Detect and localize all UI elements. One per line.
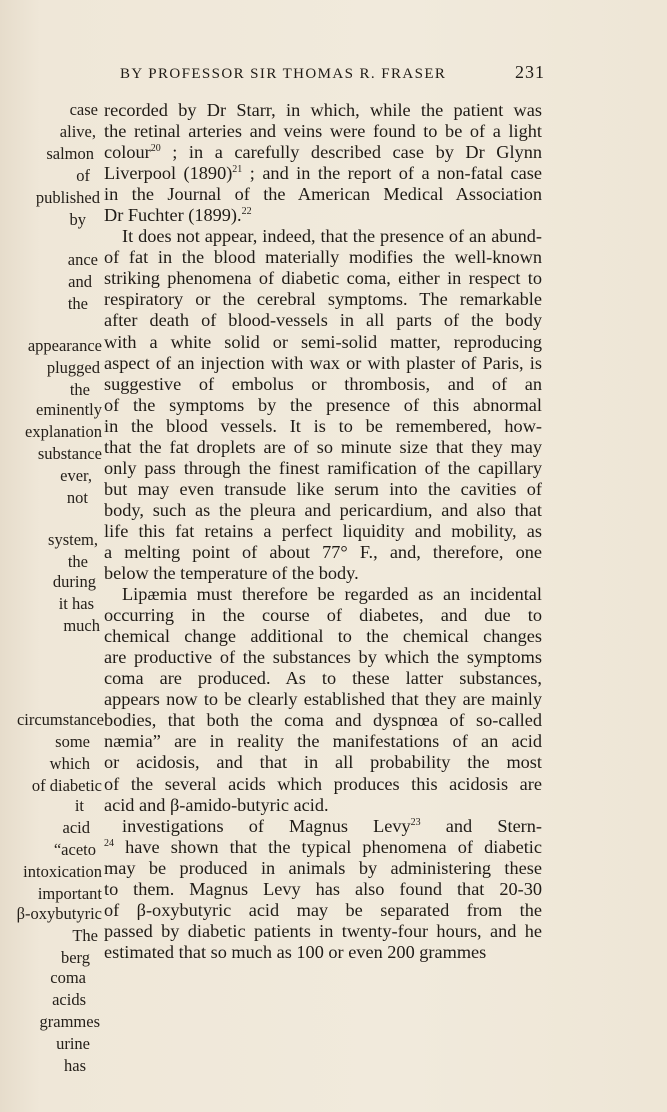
footnote-ref: 22 <box>241 206 252 218</box>
line-text: to them. Magnus Levy has also found that 20-30 <box>104 878 542 899</box>
margin-fragment: during <box>52 572 96 591</box>
text-line <box>104 605 542 626</box>
line-text: acid and β-amido-butyric acid. <box>104 794 329 815</box>
line-text: below the temperature of the body. <box>104 563 359 584</box>
margin-fragment: ance <box>67 250 98 269</box>
line-text: suggestive of embolus or thrombosis, and of an <box>104 373 542 394</box>
text-line <box>104 752 542 773</box>
text-line <box>104 774 542 795</box>
line-text-continued: ; and in the report of a non-fatal case <box>242 163 542 184</box>
line-text: of the several acids which produces this acidosis are <box>104 773 542 794</box>
margin-fragment: not <box>66 488 88 507</box>
text-line <box>104 395 542 416</box>
margin-fragment: salmon <box>46 144 94 163</box>
margin-fragment: system, <box>48 530 98 549</box>
text-line <box>104 921 542 942</box>
margin-fragment: eminently <box>36 400 102 419</box>
text-line <box>104 332 542 353</box>
margin-fragment: coma <box>50 968 86 987</box>
text-line <box>104 500 542 521</box>
text-line <box>104 163 542 184</box>
text-line <box>104 668 542 689</box>
line-text: aspect of an injection with wax or with plaster of Paris, is <box>104 352 542 373</box>
text-line <box>104 647 542 668</box>
line-text: but may even transude like serum into the cavities of <box>104 478 542 499</box>
margin-fragment: of diabetic <box>31 776 102 795</box>
text-line <box>104 900 542 921</box>
margin-fragment: the <box>69 380 90 399</box>
margin-fragment: the <box>67 552 88 571</box>
line-text: passed by diabetic patients in twenty-four hours, and he <box>104 920 542 941</box>
text-line <box>104 816 542 837</box>
margin-fragment: some <box>55 732 90 751</box>
line-text: striking phenomena of diabetic coma, either in respect to <box>104 268 542 289</box>
text-line <box>104 858 542 879</box>
line-text: of the symptoms by the presence of this abnormal <box>104 394 542 415</box>
margin-fragment: has <box>64 1056 86 1075</box>
margin-fragment: and <box>68 272 92 291</box>
line-text: are productive of the substances by which the symptoms <box>104 647 542 668</box>
margin-fragment: published <box>35 188 100 207</box>
line-text: Liverpool (1890) <box>104 163 233 184</box>
margin-fragment: it has <box>58 594 94 613</box>
margin-fragment: it <box>74 796 84 815</box>
text-line <box>104 374 542 395</box>
line-text: body, such as the pleura and pericardium, and also that <box>104 499 542 520</box>
text-line <box>104 226 542 247</box>
text-line <box>104 731 542 752</box>
text-line <box>104 458 542 479</box>
margin-fragment: by <box>69 210 86 229</box>
line-text: recorded by Dr Starr, in which, while the patient was <box>104 100 542 120</box>
line-text-continued: have shown that the typical phenomena of diabetic <box>114 836 542 857</box>
line-text: It does not appear, indeed, that the presence of an abund- <box>122 226 542 247</box>
text-line <box>104 879 542 900</box>
margin-fragment: the <box>67 294 88 313</box>
line-text: Lipæmia must therefore be regarded as an incidental <box>122 584 542 605</box>
text-line <box>104 100 542 121</box>
line-text: the retinal arteries and veins were found to be of a light <box>104 121 542 142</box>
line-text: næmia” are in reality the manifestations of an acid <box>104 731 542 752</box>
text-line <box>104 795 542 816</box>
margin-fragment: appearance <box>27 336 102 355</box>
footnote-ref: 24 <box>104 837 114 849</box>
margin-fragment: important <box>37 884 102 903</box>
line-text: Dr Fuchter (1899). <box>104 205 242 226</box>
text-line <box>104 437 542 458</box>
line-text: appears now to be clearly established that they are mainly <box>104 689 542 710</box>
line-text: only pass through the finest ramification of the capillary <box>104 457 542 478</box>
margin-fragment: which <box>49 754 90 773</box>
margin-fragment: intoxication <box>23 862 102 881</box>
margin-fragment: much <box>63 616 100 635</box>
line-text: a melting point of about 77° F., and, therefore, one <box>104 541 542 562</box>
running-title: BY PROFESSOR SIR THOMAS R. FRASER <box>120 66 447 82</box>
line-text: in the Journal of the American Medical Association <box>104 184 542 205</box>
margin-fragment: grammes <box>39 1012 100 1031</box>
line-text: colour <box>104 142 151 163</box>
line-text: in the blood vessels. It is to be remembered, how- <box>104 415 542 436</box>
text-line <box>104 942 542 963</box>
line-text-continued: ; in a carefully described case by Dr Glynn <box>160 142 542 163</box>
line-text: may be produced in animals by administering these <box>104 857 542 878</box>
page-number: 231 <box>515 62 545 82</box>
line-text: estimated that so much as 100 or even 200 grammes <box>104 941 487 962</box>
margin-fragment: plugged <box>46 358 100 377</box>
text-line <box>104 479 542 500</box>
margin-fragment: acids <box>52 990 86 1009</box>
text-line <box>104 626 542 647</box>
line-text: life this fat retains a perfect liquidity and mobility, as <box>104 520 542 541</box>
line-text: that the fat droplets are of so minute size that they may <box>104 436 542 457</box>
text-line <box>104 121 542 142</box>
margin-fragment: berg <box>60 948 90 967</box>
margin-fragment: acid <box>62 818 90 837</box>
line-text: occurring in the course of diabetes, and due to <box>104 605 542 626</box>
line-text: coma are produced. As to these latter substances, <box>104 668 542 689</box>
text-line <box>104 247 542 268</box>
line-text: of β-oxybutyric acid may be separated from the <box>104 899 542 920</box>
text-line <box>104 542 542 563</box>
line-text: chemical change additional to the chemical changes <box>104 626 542 647</box>
running-header <box>120 62 545 83</box>
margin-fragment: ever, <box>60 466 92 485</box>
text-line <box>104 268 542 289</box>
footnote-ref: 21 <box>232 164 243 176</box>
line-text: investigations of Magnus Levy <box>122 815 411 836</box>
text-line <box>104 184 542 205</box>
line-text: respiratory or the cerebral symptoms. The remarkable <box>104 289 542 310</box>
text-line <box>104 710 542 731</box>
line-text: bodies, that both the coma and dyspnœa of so-called <box>104 710 542 731</box>
line-text: with a white solid or semi-solid matter, reproducing <box>104 331 542 352</box>
margin-fragment: case <box>69 100 98 119</box>
text-line <box>104 584 542 605</box>
body-text <box>104 100 542 963</box>
margin-fragment: of <box>76 166 90 185</box>
text-line <box>104 416 542 437</box>
line-text-continued: and Stern- <box>420 815 542 836</box>
text-line <box>104 689 542 710</box>
line-text: of fat in the blood materially modifies the well-known <box>104 247 542 268</box>
line-text: or acidosis, and that in all probability the most <box>104 752 542 773</box>
text-line <box>104 353 542 374</box>
margin-fragment: The <box>72 926 98 945</box>
text-line <box>104 521 542 542</box>
footnote-ref: 23 <box>410 816 421 828</box>
margin-fragment: substance <box>37 444 102 463</box>
margin-fragment: urine <box>56 1034 90 1053</box>
text-line <box>104 289 542 310</box>
margin-fragment: circumstance <box>16 710 104 729</box>
margin-fragment: explanation <box>25 422 102 441</box>
margin-fragment: “aceto <box>53 840 96 859</box>
line-text: after death of blood-vessels in all parts of the body <box>104 310 542 331</box>
margin-fragment: β-oxybutyric <box>16 904 102 923</box>
text-line <box>104 205 542 226</box>
footnote-ref: 20 <box>150 143 161 155</box>
text-line <box>104 837 542 858</box>
margin-fragment: alive, <box>59 122 96 141</box>
text-line <box>104 563 542 584</box>
text-line <box>104 142 542 163</box>
text-line <box>104 310 542 331</box>
